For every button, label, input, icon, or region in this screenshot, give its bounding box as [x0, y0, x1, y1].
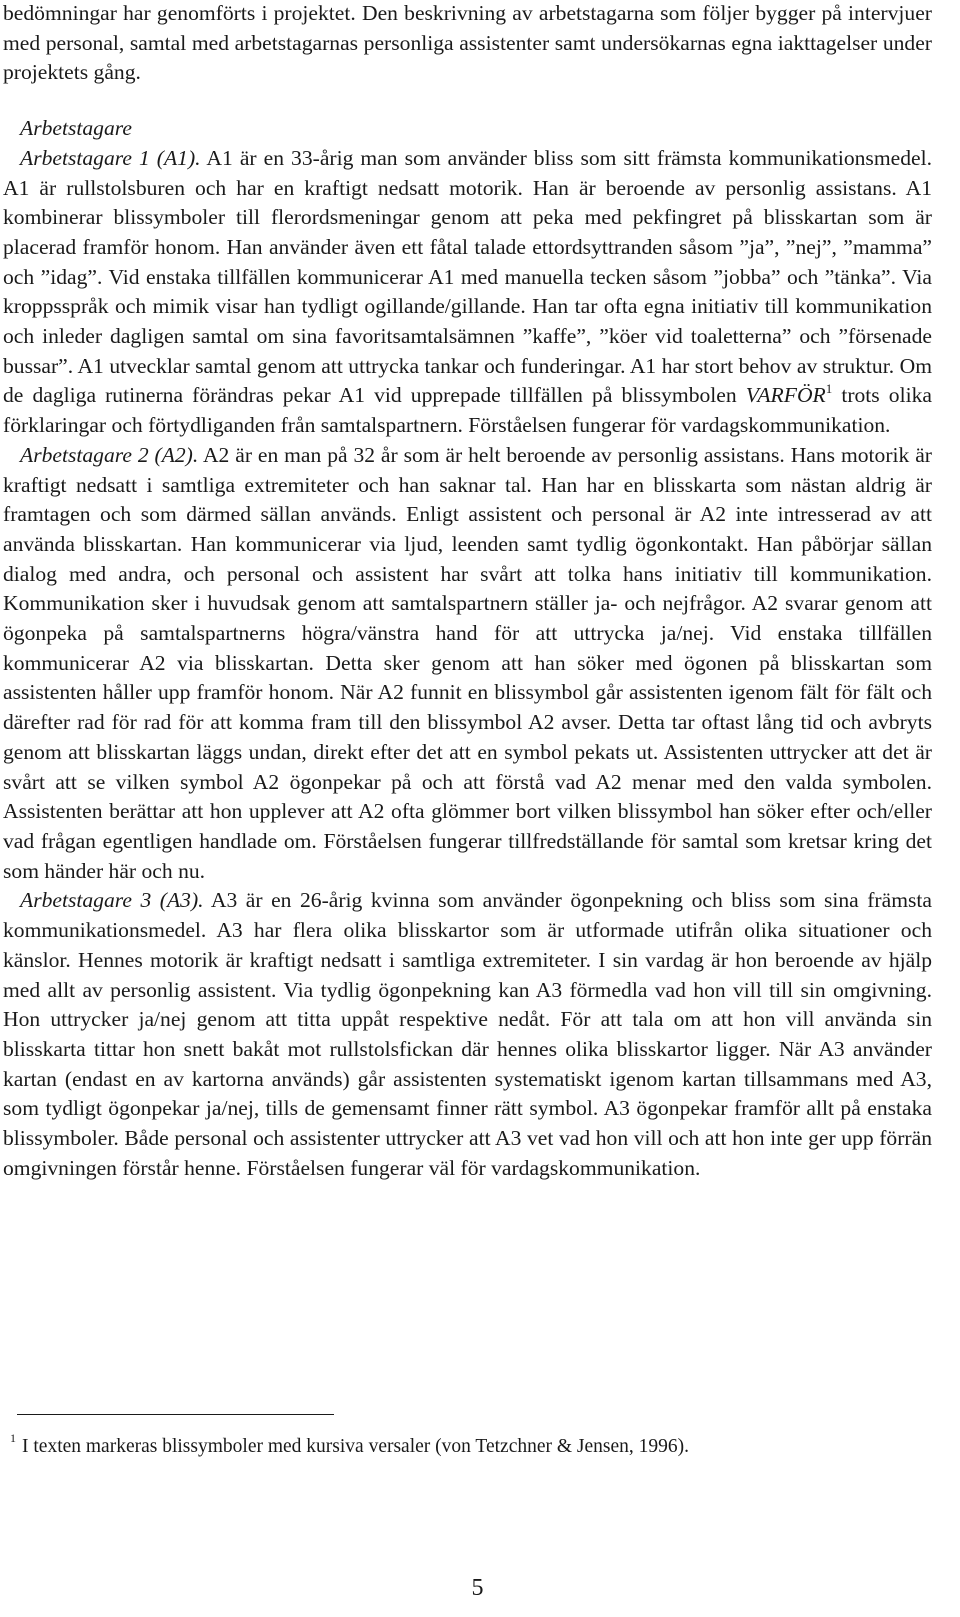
worker-text-a1-after: trots olika förklaringar och förtydliganden från samtalspartnern. Förståelsen fungerar för vardagskommunikation.	[3, 383, 932, 438]
worker-label-a3: Arbetstagare 3 (A3).	[20, 888, 204, 913]
document-page	[3, 0, 932, 1183]
worker-paragraph-a3	[3, 886, 932, 1183]
blissymbol-term: VARFÖR	[745, 383, 826, 408]
worker-text-a3: A3 är en 26-årig kvinna som använder ögonpekning och bliss som sina främsta kommunikationsmedel. A3 har flera olika blisskartor som är utformade utifrån olika situationer och känslor. Hennes motorik är kraftigt nedsatt i samtliga extremiteter. I sin vardag är hon beroende av hjälp med allt av personlig assistent. Via tydlig ögonpekning kan A3 förmedla vad hon vill till sin omgivning. Hon uttrycker ja/nej genom att titta uppåt respektive nedåt. För att tala om att hon vill använda sin blisskarta tittar hon snett bakåt mot rullstolsfickan där hennes olika blisskartor ligger. När A3 använder kartan (endast en av kartorna används) går assistenten systematiskt igenom kartan tillsammans med A3, som tydligt ögonpekar ja/nej, tills de gemensamt finner rätt symbol. A3 ögonpekar framför allt på enstaka blissymboler. Både personal och assistenter uttrycker att A3 vet vad hon vill och att hon inte ger upp förrän omgivningen förstår henne. Förståelsen fungerar väl för vardagskommunikation.	[3, 888, 932, 1180]
worker-text-a2: A2 är en man på 32 år som är helt beroende av personlig assistans. Hans motorik är kraftigt nedsatt i samtliga extremiteter och han saknar tal. Han har en blisskarta som nästan aldrig är framtagen och som därmed sällan används. Enligt assistent och personal är A2 inte intresserad av att använda blisskartan. Han kommunicerar via ljud, leenden samt tydlig ögonkontakt. Han påbörjar sällan dialog med andra, och personal och assistent har svårt att tolka hans initiativ till kommunikation. Kommunikation sker i huvudsak genom att samtalspartnern ställer ja- och nejfrågor. A2 svarar genom att ögonpeka på samtalspartnerns högra/vänstra hand för att uttrycka ja/nej. Vid enstaka tillfällen kommunicerar A2 via blisskartan. Detta sker genom att han söker med ögonen på blisskartan som assistenten håller upp framför honom. När A2 funnit en blissymbol går assistenten igenom fält för fält och därefter rad för rad för att komma fram till den blissymbol A2 avser. Detta tar oftast lång tid och avbryts genom att blisskartan läggs undan, direkt efter det att en symbol pekats ut. Assistenten uttrycker att det är svårt att se vilken symbol A2 ögonpekar på och att förstå vad A2 menar med den valda symbolen. Assistenten berättar att hon upplever att A2 ofta glömmer bort vilken blissymbol han söker efter och/eller vad frågan egentligen handlade om. Förståelsen fungerar tillfredställande för samtal som kretsar kring det som händer här och nu.	[3, 442, 932, 883]
section-heading: Arbetstagare	[20, 116, 132, 141]
worker-label-a2: Arbetstagare 2 (A2).	[20, 442, 199, 467]
intro-paragraph	[3, 0, 932, 88]
worker-paragraph-a1	[3, 144, 932, 441]
worker-paragraph-a2	[3, 441, 932, 887]
worker-label-a1: Arbetstagare 1 (A1).	[20, 145, 201, 170]
worker-text-a1-before: A1 är en 33-årig man som använder bliss som sitt främsta kommunikationsmedel. A1 är rullstolsburen och har en kraftigt nedsatt motorik. Han är beroende av personlig assistans. A1 kombinerar blissymboler till flerordsmeningar genom att peka med pekfingret på blisskartan som är placerad framför honom. Han använder även ett fåtal talade ettordsyttranden såsom ”ja”, ”nej”, ”mamma” och ”idag”. Vid enstaka tillfällen kommunicerar A1 med manuella tecken såsom ”jobba” och ”tänka”. Via kroppsspråk och mimik visar han tydligt ogillande/gillande. Han tar ofta egna initiativ till kommunikation och inleder dagligen samtal om sina favoritsamtalsämnen ”kaffe”, ”köer vid toaletterna” och ”försenade bussar”. A1 utvecklar samtal genom att uttrycka tankar och funderingar. A1 har stort behov av struktur. Om de dagliga rutinerna förändras pekar A1 vid upprepade tillfällen på blissymbolen	[3, 145, 932, 408]
footnote-marker: 1	[10, 1431, 16, 1445]
footnote-reference: 1	[825, 381, 833, 397]
page-number: 5	[471, 1575, 484, 1601]
intro-text: bedömningar har genomförts i projektet. Den beskrivning av arbetstagarna som följer bygger på intervjuer med personal, samtal med arbetstagarnas personliga assistenter samt undersökarnas egna iakttagelser under projektets gång.	[3, 1, 932, 85]
footnote	[10, 1431, 690, 1460]
footnote-text: I texten markeras blissymboler med kursiva versaler (von Tetzchner & Jensen, 1996).	[22, 1436, 690, 1457]
footnote-divider	[17, 1414, 334, 1415]
